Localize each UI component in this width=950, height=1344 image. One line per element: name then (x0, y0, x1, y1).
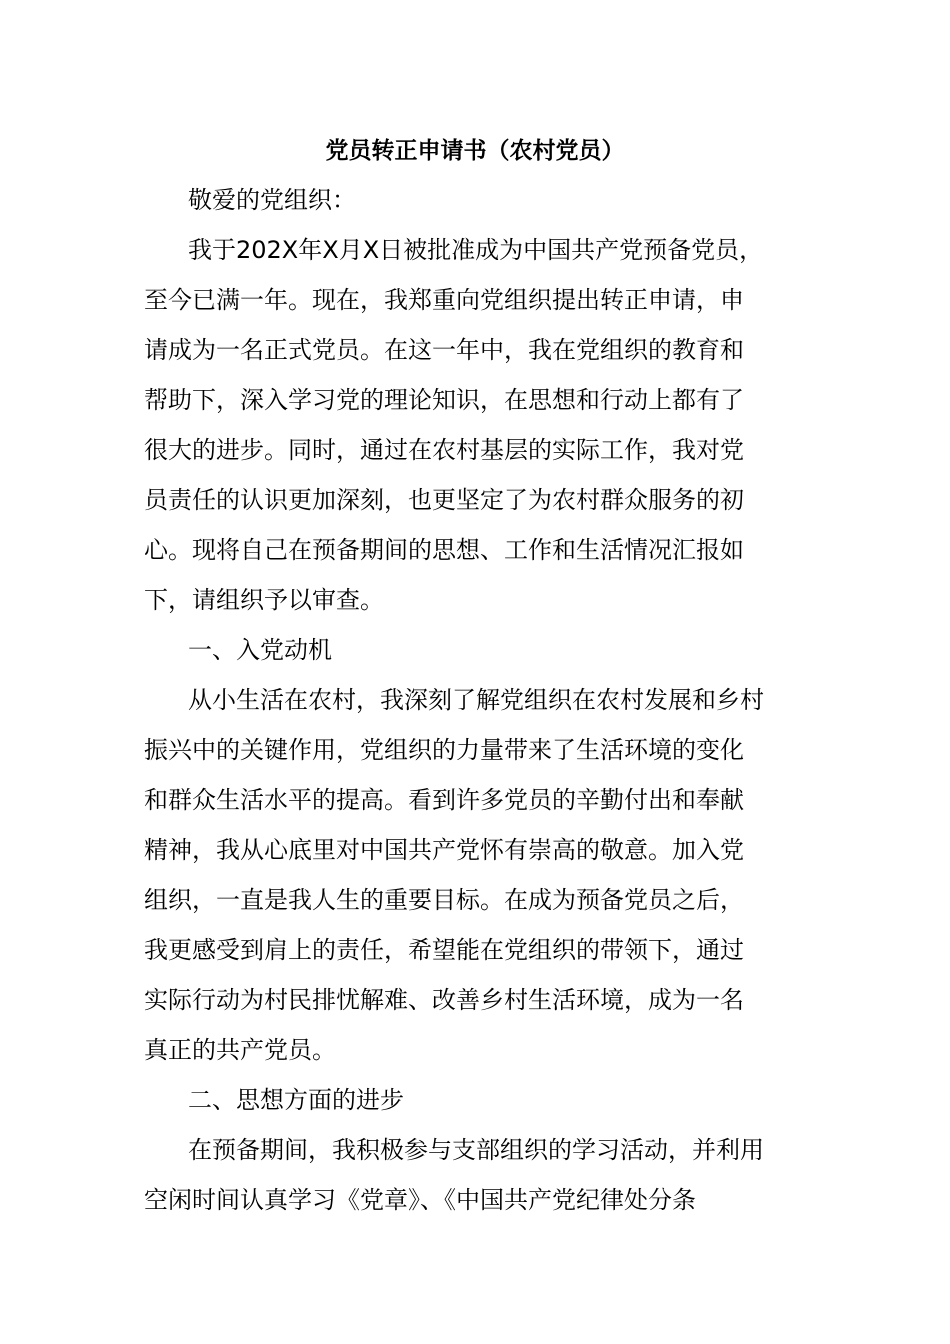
paragraph-line: 至今已满一年。现在，我郑重向党组织提出转正申请，申 (144, 286, 744, 314)
paragraph-line: 下，请组织予以审查。 (144, 586, 384, 614)
paragraph-line: 真正的共产党员。 (144, 1036, 336, 1064)
paragraph-line: 振兴中的关键作用，党组织的力量带来了生活环境的变化 (144, 736, 744, 764)
paragraph-line: 心。现将自己在预备期间的思想、工作和生活情况汇报如 (144, 536, 744, 564)
paragraph-line: 请成为一名正式党员。在这一年中，我在党组织的教育和 (144, 336, 744, 364)
paragraph-line: 帮助下，深入学习党的理论知识，在思想和行动上都有了 (144, 386, 744, 414)
paragraph-line: 在预备期间，我积极参与支部组织的学习活动，并利用 (188, 1136, 764, 1164)
salutation: 敬爱的党组织： (188, 186, 356, 214)
paragraph-line: 实际行动为村民排忧解难、改善乡村生活环境，成为一名 (144, 986, 744, 1014)
section-heading: 一、入党动机 (188, 636, 332, 664)
paragraph-line: 从小生活在农村，我深刻了解党组织在农村发展和乡村 (188, 686, 764, 714)
document-title: 党员转正申请书（农村党员） (325, 138, 625, 164)
paragraph-line: 我更感受到肩上的责任，希望能在党组织的带领下，通过 (144, 936, 744, 964)
paragraph-line: 很大的进步。同时，通过在农村基层的实际工作，我对党 (144, 436, 744, 464)
paragraph-line: 精神，我从心底里对中国共产党怀有崇高的敬意。加入党 (144, 836, 744, 864)
section-heading: 二、思想方面的进步 (188, 1086, 404, 1114)
paragraph-line: 和群众生活水平的提高。看到许多党员的辛勤付出和奉献 (144, 786, 744, 814)
paragraph-line: 组织，一直是我人生的重要目标。在成为预备党员之后， (144, 886, 744, 914)
paragraph-line: 员责任的认识更加深刻，也更坚定了为农村群众服务的初 (144, 486, 744, 514)
paragraph-line: 空闲时间认真学习《党章》、《中国共产党纪律处分条 (144, 1186, 696, 1214)
paragraph-line: 我于202X年X月X日被批准成为中国共产党预备党员， (188, 236, 764, 264)
